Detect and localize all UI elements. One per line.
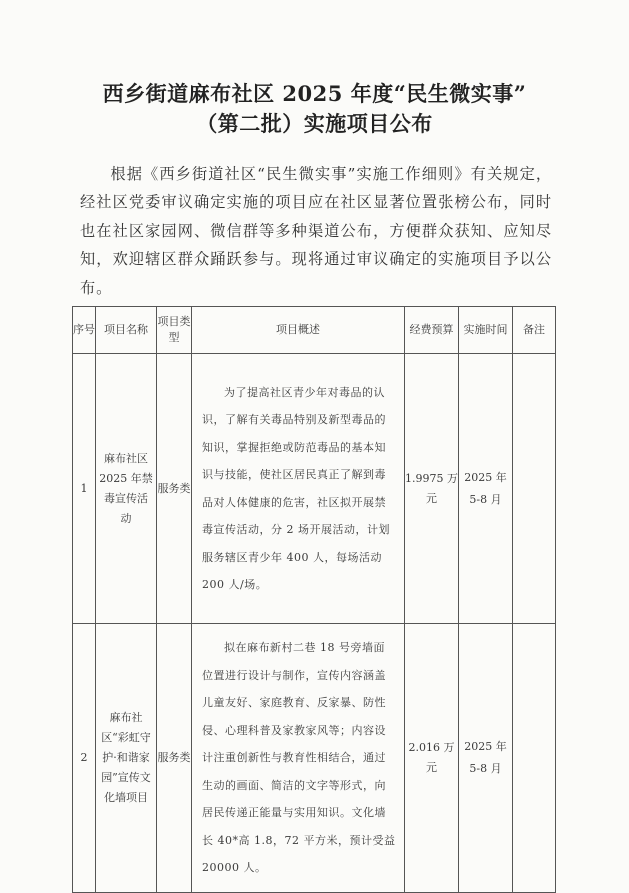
intro-paragraph <box>80 160 552 302</box>
row-no: 1 <box>73 354 96 624</box>
row-no: 2 <box>73 624 96 893</box>
row-fund: 2.016 万元 <box>405 624 459 893</box>
project-table <box>72 306 556 893</box>
row-name: 麻布社区 2025 年禁毒宣传活动 <box>96 354 157 624</box>
table-header-row <box>73 307 556 354</box>
header-note: 备注 <box>513 307 556 354</box>
header-no: 序号 <box>73 307 96 354</box>
header-type: 项目类型 <box>157 307 192 354</box>
row-summary <box>192 624 405 893</box>
table-row <box>73 354 556 624</box>
header-fund: 经费预算 <box>405 307 459 354</box>
table-row <box>73 624 556 893</box>
row-summary-text: 拟在麻布新村二巷 18 号旁墙面位置进行设计与制作，宣传内容涵盖儿童友好、家庭教育、反家暴、防性侵、心理科普及家教家风等；内容设计注重创新性与教育性相结合，通过生动的画面、简洁的文字等形式，向居民传递正能量与实用知识。文化墙长 40*高 1.8，72 平方米，预计受益 20000 人。 <box>202 641 396 874</box>
row-note <box>513 624 556 893</box>
page-title-line-1: 西乡街道麻布社区 2025 年度“民生微实事” <box>102 81 527 106</box>
page-title-line-2: （第二批）实施项目公布 <box>196 111 433 136</box>
header-name: 项目名称 <box>96 307 157 354</box>
row-note <box>513 354 556 624</box>
row-time: 2025 年 5-8 月 <box>459 624 513 893</box>
row-name: 麻布社区“彩虹守护·和谐家园”宣传文化墙项目 <box>96 624 157 893</box>
row-summary <box>192 354 405 624</box>
header-summary: 项目概述 <box>192 307 405 354</box>
intro-text: 根据《西乡街道社区“民生微实事”实施工作细则》有关规定，经社区党委审议确定实施的项目应在社区显著位置张榜公布，同时也在社区家园网、微信群等多种渠道公布，方便群众获知、应知尽知，欢迎辖区群众踊跃参与。现将通过审议确定的实施项目予以公布。 <box>80 165 552 297</box>
header-time: 实施时间 <box>459 307 513 354</box>
row-fund: 1.9975 万元 <box>405 354 459 624</box>
row-type: 服务类 <box>157 354 192 624</box>
row-type: 服务类 <box>157 624 192 893</box>
row-summary-text: 为了提高社区青少年对毒品的认识，了解有关毒品特别及新型毒品的知识，掌握拒绝或防范毒品的基本知识与技能，使社区居民真正了解到毒品对人体健康的危害，社区拟开展禁毒宣传活动，分 2 场开展活动，计划服务辖区青少年 400 人，每场活动 200 人/场。 <box>202 385 390 591</box>
row-time: 2025 年 5-8 月 <box>459 354 513 624</box>
